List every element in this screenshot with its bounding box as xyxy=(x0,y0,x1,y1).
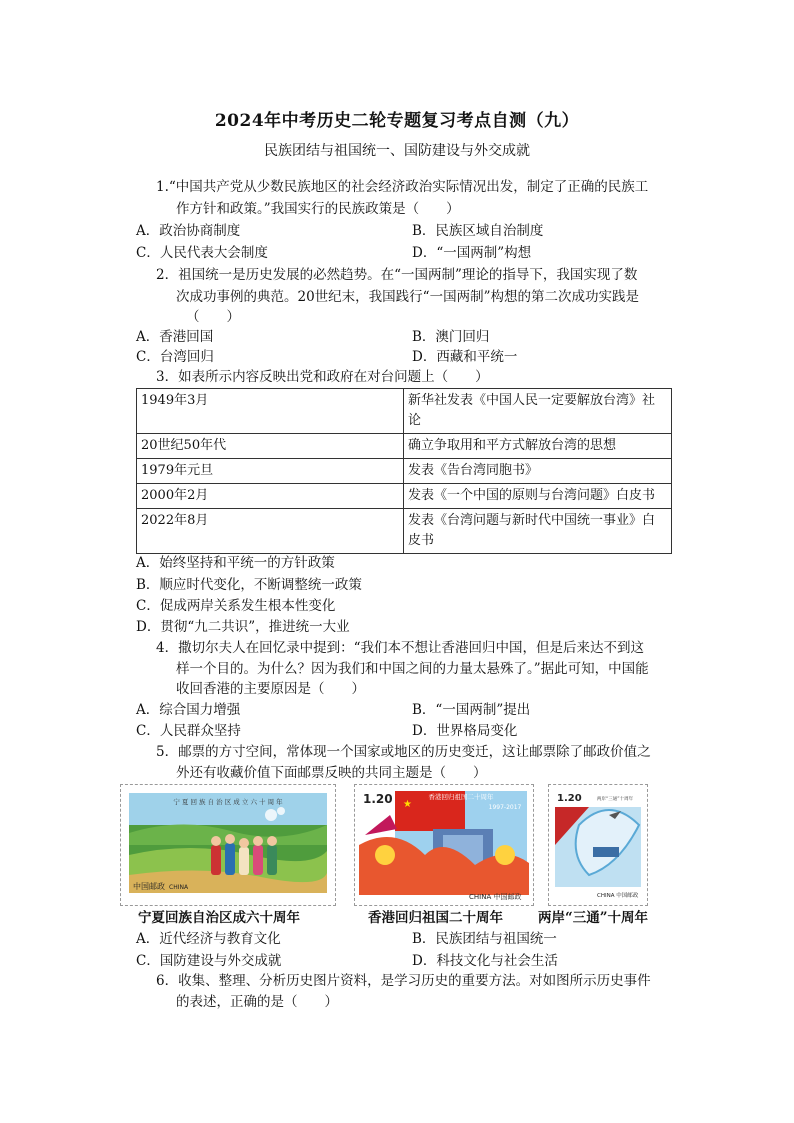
q3-option-b[interactable]: B．顺应时代变化，不断调整统一政策 xyxy=(136,577,362,593)
stamp-caption-ningxia: 宁夏回族自治区成六十周年 xyxy=(138,910,300,926)
table-cell-event: 发表《一个中国的原则与台湾问题》白皮书 xyxy=(404,484,672,509)
q1-option-c[interactable]: C．人民代表大会制度 xyxy=(136,245,268,261)
table-cell-event: 发表《告台湾同胞书》 xyxy=(404,459,672,484)
q6-stem-line1: 6．收集、整理、分析历史图片资料，是学习历史的重要方法。对如图所示历史事件 xyxy=(156,973,651,989)
table-row xyxy=(137,434,672,459)
q4-stem-line3: 收回香港的主要原因是（ ） xyxy=(176,681,365,697)
stamp-hongkong-value: 1.20 xyxy=(363,792,393,806)
table-cell-event: 确立争取用和平方式解放台湾的思想 xyxy=(404,434,672,459)
page-subtitle: 民族团结与祖国统一、国防建设与外交成就 xyxy=(264,143,530,159)
stamp-ningxia-header: 宁 夏 回 族 自 治 区 成 立 六 十 周 年 xyxy=(173,798,283,806)
q5-option-b[interactable]: B．民族团结与祖国统一 xyxy=(412,931,557,947)
stamp-ningxia-post: 中国邮政 xyxy=(133,882,165,891)
table-cell-time: 1949年3月 xyxy=(137,389,404,434)
table-cell-time: 20世纪50年代 xyxy=(137,434,404,459)
stamp-hongkong-header: 香港回归祖国二十周年 xyxy=(428,793,494,801)
table-cell-event: 发表《台湾问题与新时代中国统一事业》白皮书 xyxy=(404,509,672,554)
q4-option-d[interactable]: D．世界格局变化 xyxy=(412,723,518,739)
q4-stem-line1: 4．撒切尔夫人在回忆录中提到：“我们本不想让香港回归中国，但是后来达不到这 xyxy=(156,640,644,656)
q1-option-b[interactable]: B．民族区域自治制度 xyxy=(412,223,544,239)
table-cell-event: 新华社发表《中国人民一定要解放台湾》社论 xyxy=(404,389,672,434)
star-icon: ★ xyxy=(403,799,412,810)
table-row xyxy=(137,484,672,509)
stamp-hongkong-years: 1997-2017 xyxy=(488,804,522,811)
stamp-three-links-value: 1.20 xyxy=(557,793,582,804)
q2-option-b[interactable]: B．澳门回归 xyxy=(412,329,490,345)
q5-stem-line2: 外还有收藏价值下面邮票反映的共同主题是（ ） xyxy=(176,765,487,781)
people-figures xyxy=(211,834,277,875)
q4-option-a[interactable]: A．综合国力增强 xyxy=(136,702,241,718)
table-cell-time: 2000年2月 xyxy=(137,484,404,509)
stamp-three-links-post: CHINA 中国邮政 xyxy=(597,893,639,899)
q3-option-c[interactable]: C．促成两岸关系发生根本性变化 xyxy=(136,598,336,614)
q4-option-c[interactable]: C．人民群众坚持 xyxy=(136,723,241,739)
stamp-hongkong-art xyxy=(355,785,533,905)
table-cell-time: 1979年元旦 xyxy=(137,459,404,484)
q5-option-c[interactable]: C．国防建设与外交成就 xyxy=(136,953,282,969)
stamp-hongkong-post: CHINA 中国邮政 xyxy=(469,893,522,901)
taiwan-policy-table xyxy=(136,388,672,554)
q3-option-d[interactable]: D．贯彻“九二共识”，推进统一大业 xyxy=(136,619,350,635)
stamp-three-links xyxy=(548,784,648,906)
table-cell-time: 2022年8月 xyxy=(137,509,404,554)
q2-stem-line3: （ ） xyxy=(186,309,240,325)
q6-stem-line2: 的表述，正确的是（ ） xyxy=(176,994,338,1010)
q2-stem-line1: 2．祖国统一是历史发展的必然趋势。在“一国两制”理论的指导下，我国实现了数 xyxy=(156,267,638,283)
q2-stem-line2: 次成功事例的典范。20世纪末，我国践行“一国两制”构想的第二次成功实践是 xyxy=(176,289,639,305)
stamp-three-links-art xyxy=(549,785,647,905)
q2-option-d[interactable]: D．西藏和平统一 xyxy=(412,349,518,365)
stamp-ningxia xyxy=(120,784,336,906)
q4-stem-line2: 样一个目的。为什么？因为我们和中国之间的力量太悬殊了。”据此可知，中国能 xyxy=(176,661,649,677)
q5-option-a[interactable]: A．近代经济与教育文化 xyxy=(136,931,281,947)
q5-option-d[interactable]: D．科技文化与社会生活 xyxy=(412,953,558,969)
table-row xyxy=(137,459,672,484)
q1-option-d[interactable]: D．“一国两制”构想 xyxy=(412,245,532,261)
stamp-caption-hongkong: 香港回归祖国二十周年 xyxy=(368,910,503,926)
stamp-three-links-header: 两岸“三通”十周年 xyxy=(596,797,634,802)
q1-option-a[interactable]: A．政治协商制度 xyxy=(136,223,241,239)
stamp-ningxia-china: CHINA xyxy=(169,884,189,891)
stamp-ningxia-art xyxy=(121,785,335,905)
table-row xyxy=(137,509,672,554)
stamp-caption-three-links: 两岸“三通”十周年 xyxy=(538,910,649,926)
stamp-hongkong xyxy=(354,784,534,906)
q2-option-c[interactable]: C．台湾回归 xyxy=(136,349,214,365)
q3-stem: 3．如表所示内容反映出党和政府在对台问题上（ ） xyxy=(156,369,489,385)
q3-option-a[interactable]: A．始终坚持和平统一的方针政策 xyxy=(136,555,335,571)
q5-stem-line1: 5．邮票的方寸空间，常体现一个国家或地区的历史变迁，这让邮票除了邮政价值之 xyxy=(156,744,651,760)
q1-stem-line2: 作方针和政策。”我国实行的民族政策是（ ） xyxy=(176,201,460,217)
q4-option-b[interactable]: B．“一国两制”提出 xyxy=(412,702,531,718)
page-title: 2024年中考历史二轮专题复习考点自测（九） xyxy=(214,111,580,131)
q2-option-a[interactable]: A．香港回国 xyxy=(136,329,214,345)
table-row xyxy=(137,389,672,434)
q1-stem-line1: 1.“中国共产党从少数民族地区的社会经济政治实际情况出发，制定了正确的民族工 xyxy=(156,179,649,195)
